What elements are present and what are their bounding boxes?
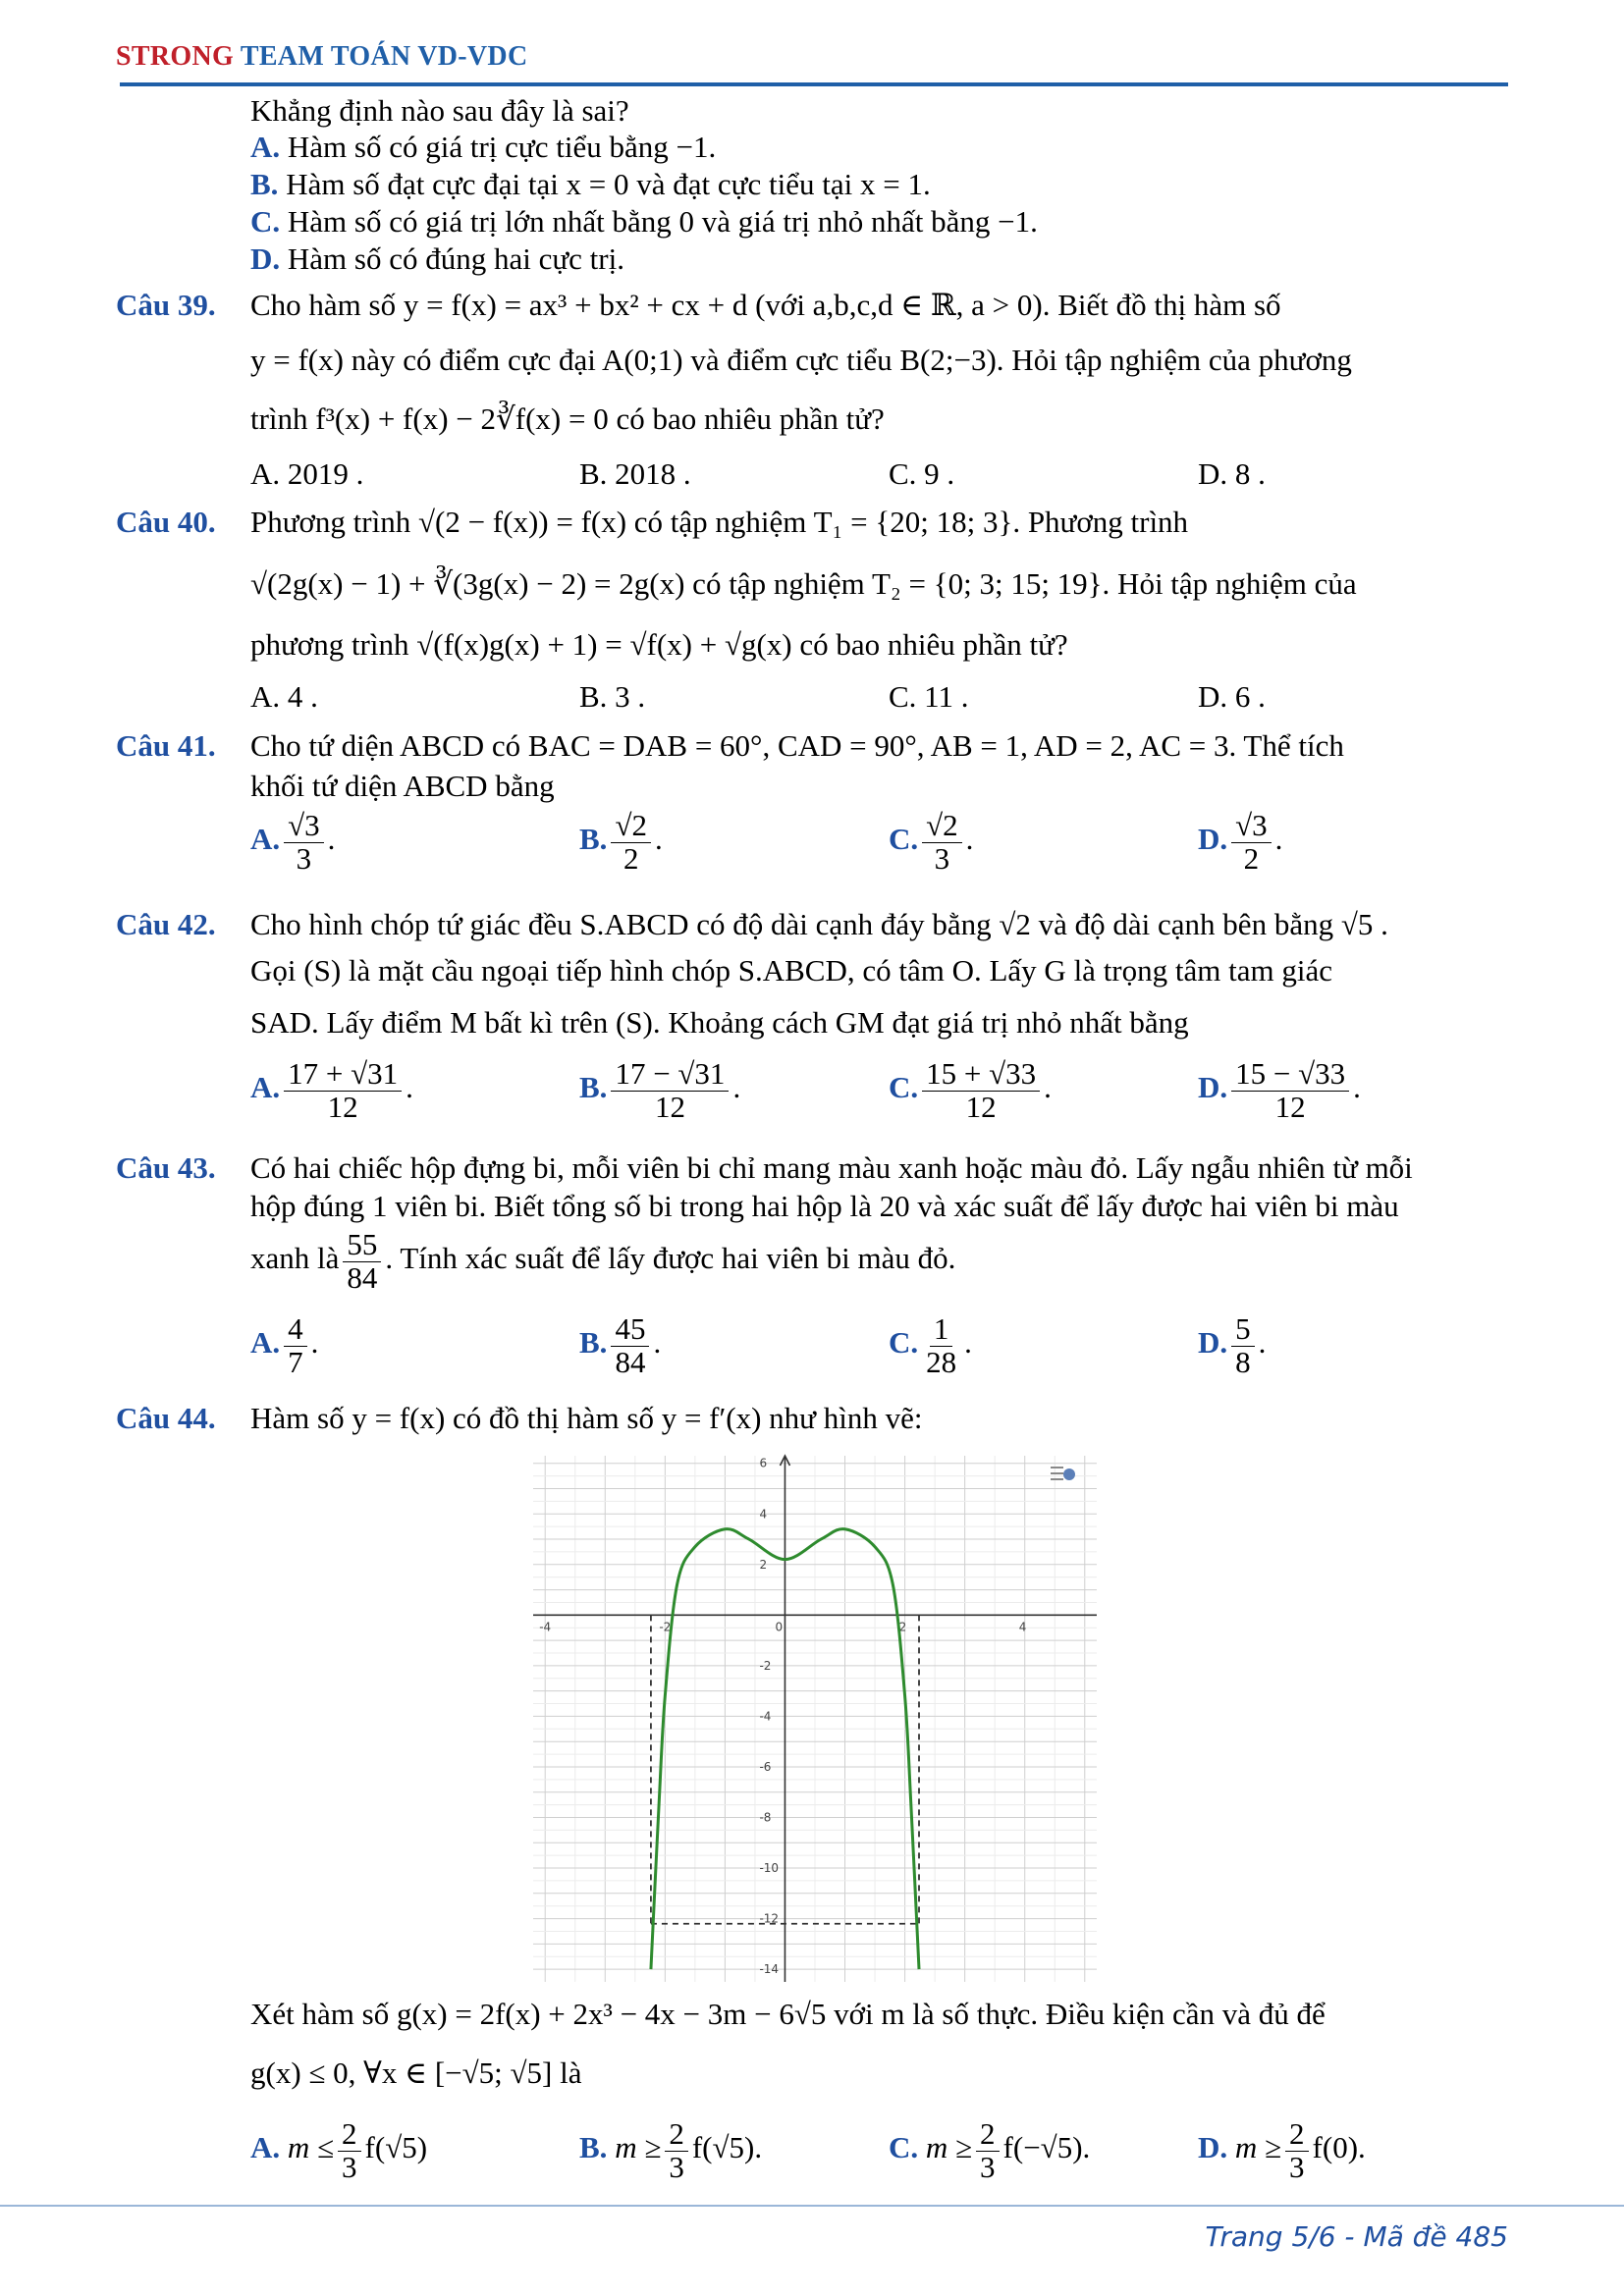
q42-line3: SAD. Lấy điểm M bất kì trên (S). Khoảng cách GM đạt giá trị nhỏ nhất bằng: [250, 1005, 1189, 1040]
x-tick-label: -2: [659, 1620, 672, 1634]
q43-option-d: D. $\frac{5}{8}$ .: [1198, 1311, 1267, 1379]
text: f(−√5).: [1002, 2130, 1091, 2165]
q44-line2: Xét hàm số g(x) = 2f(x) + 2x³ − 4x − 3m − 6√5 với m là số thực. Điều kiện cần và đủ để: [250, 1997, 1326, 2031]
denominator: 12: [965, 1089, 997, 1124]
y-tick-label: 6: [759, 1456, 768, 1470]
numerator: 2: [1285, 2118, 1309, 2152]
option-label: A.: [250, 2130, 281, 2165]
numerator: 2: [338, 2118, 361, 2152]
y-tick-label: -14: [759, 1962, 780, 1977]
fraction: [338, 2118, 361, 2183]
q41-line2: khối tứ diện ABCD bằng: [250, 769, 555, 803]
x-tick-label: 2: [898, 1620, 907, 1634]
q39-option-a: A. 2019 .: [250, 456, 364, 491]
numerator: 17 − √31: [611, 1058, 729, 1092]
q44-option-d: [1198, 2118, 1366, 2183]
q38-option-c: [250, 205, 1038, 239]
option-text: Hàm số đạt cực đại tại x = 0 và đạt cực tiểu tại x = 1.: [286, 167, 931, 201]
option-label: C.: [889, 1325, 919, 1361]
q42-line1: Cho hình chóp tứ giác đều S.ABCD có độ dài cạnh đáy bằng √2 và độ dài cạnh bên bằng √5 .: [250, 907, 1388, 941]
fraction: [611, 1313, 649, 1378]
denominator: 2: [623, 840, 639, 876]
q44-option-c: [889, 2118, 1090, 2183]
option-label: D.: [250, 241, 281, 276]
denominator: 3: [296, 840, 312, 876]
denominator: 3: [980, 2149, 996, 2184]
fraction: [976, 2118, 1000, 2183]
option-label: C.: [889, 1070, 919, 1105]
numerator: √3: [284, 810, 324, 843]
q44-option-b: [579, 2118, 762, 2183]
option-text: Hàm số có giá trị lớn nhất bằng 0 và giá trị nhỏ nhất bằng −1.: [287, 204, 1038, 239]
q43-option-a: A. $\frac{4}{7}$ .: [250, 1311, 319, 1379]
fraction: [611, 1058, 729, 1123]
q42-option-b: B. $\frac{17 - √31}{12}$ .: [579, 1056, 741, 1124]
q44-option-a: [250, 2118, 427, 2183]
numerator: √3: [1231, 810, 1272, 843]
numerator: 4: [284, 1313, 307, 1347]
y-tick-label: 4: [759, 1507, 768, 1522]
header-part2: TEAM TOÁN VD-VDC: [240, 41, 528, 72]
fraction: [611, 810, 651, 875]
fraction: [922, 810, 962, 875]
text: . Tính xác suất để lấy được hai viên bi màu đỏ.: [385, 1241, 956, 1276]
graph-menu-icon: [1051, 1468, 1075, 1480]
x-tick-label: -4: [539, 1620, 552, 1634]
denominator: 2: [1243, 840, 1260, 876]
q42-option-c: C. $\frac{15 + √33}{12}$ .: [889, 1056, 1052, 1124]
option-label: D.: [1198, 1325, 1228, 1361]
q38-option-d: [250, 242, 624, 276]
footer-divider: [0, 2205, 1624, 2207]
denominator: 7: [288, 1344, 303, 1379]
q41-option-a: A. $\frac{√3}{3}$ .: [250, 808, 336, 876]
denominator: 3: [669, 2149, 684, 2184]
option-label: C.: [250, 204, 281, 239]
q41-option-c: C. $\frac{√2}{3}$ .: [889, 808, 974, 876]
q39-option-c: C. 9 .: [889, 456, 955, 491]
option-label: A.: [250, 1070, 281, 1105]
q42-label: Câu 42.: [116, 907, 216, 941]
text: f(0).: [1312, 2130, 1366, 2165]
q40-option-b: B. 3 .: [579, 679, 646, 714]
denominator: 8: [1235, 1344, 1251, 1379]
header-divider: [120, 82, 1508, 86]
header-part1: STRONG: [116, 41, 235, 72]
q43-option-c: C. $\frac{1}{28}$ .: [889, 1311, 972, 1379]
numerator: 15 − √33: [1231, 1058, 1349, 1092]
option-label: D.: [1198, 1070, 1228, 1105]
denominator: 84: [615, 1344, 646, 1379]
q38-prompt: Khẳng định nào sau đây là sai?: [250, 93, 629, 128]
fraction: [284, 1058, 402, 1123]
option-label: A.: [250, 130, 281, 164]
text: m ≥: [925, 2130, 973, 2165]
q38-option-a: [250, 131, 716, 164]
q43-label: Câu 43.: [116, 1150, 216, 1185]
q41-option-b: B. $\frac{√2}{2}$ .: [579, 808, 663, 876]
fraction: [1231, 810, 1272, 875]
fraction: [922, 1058, 1040, 1123]
fraction: [922, 1313, 960, 1378]
option-label: B.: [579, 2130, 608, 2165]
q41-label: Câu 41.: [116, 728, 216, 763]
numerator: 45: [611, 1313, 649, 1347]
numerator: 15 + √33: [922, 1058, 1040, 1092]
q43-line2: hộp đúng 1 viên bi. Biết tổng số bi trong hai hộp là 20 và xác suất để lấy được hai viên bi màu: [250, 1189, 1399, 1223]
fraction: [284, 1313, 307, 1378]
y-tick-label: -4: [759, 1709, 772, 1724]
numerator: √2: [611, 810, 651, 843]
q42-line2: Gọi (S) là mặt cầu ngoại tiếp hình chóp S.ABCD, có tâm O. Lấy G là trọng tâm tam giác: [250, 953, 1332, 988]
text: m ≥: [615, 2130, 662, 2165]
q40-option-d: D. 6 .: [1198, 679, 1266, 714]
y-tick-label: -10: [759, 1861, 780, 1876]
option-text: Hàm số có giá trị cực tiểu bằng −1.: [287, 130, 717, 164]
option-label: C.: [889, 822, 919, 857]
q41-option-d: D. $\frac{√3}{2}$ .: [1198, 808, 1283, 876]
denominator: 12: [1274, 1089, 1306, 1124]
option-label: D.: [1198, 822, 1228, 857]
q44-label: Câu 44.: [116, 1401, 216, 1435]
fraction: [1231, 1058, 1349, 1123]
numerator: √2: [922, 810, 962, 843]
text: m ≤: [287, 2130, 335, 2165]
q43-line1: Có hai chiếc hộp đựng bi, mỗi viên bi chỉ mang màu xanh hoặc màu đỏ. Lấy ngẫu nhiên từ mỗi: [250, 1150, 1413, 1185]
q40-line2: √(2g(x) − 1) + ∛(3g(x) − 2) = 2g(x) có tập nghiệm T₂ = {0; 3; 15; 19}. Hỏi tập nghiệm của: [250, 566, 1357, 601]
fraction: [1231, 1313, 1255, 1378]
q39-option-b: B. 2018 .: [579, 456, 691, 491]
numerator: 5: [1231, 1313, 1255, 1347]
denominator: 3: [934, 840, 950, 876]
numerator: 1: [930, 1313, 953, 1347]
option-label: A.: [250, 822, 281, 857]
q39-label: Câu 39.: [116, 288, 216, 322]
fraction: [284, 810, 324, 875]
option-label: B.: [579, 822, 608, 857]
y-tick-label: 2: [759, 1557, 768, 1572]
q42-option-a: A. $\frac{17 + √31}{12}$ .: [250, 1056, 413, 1124]
q40-line1: Phương trình √(2 − f(x)) = f(x) có tập nghiệm T₁ = {20; 18; 3}. Phương trình: [250, 505, 1189, 539]
q39-line3: trình f³(x) + f(x) − 2∛f(x) = 0 có bao nhiêu phần tử?: [250, 401, 885, 436]
q40-line3: phương trình √(f(x)g(x) + 1) = √f(x) + √g(x) có bao nhiêu phần tử?: [250, 627, 1068, 662]
y-tick-label: -2: [759, 1658, 772, 1673]
y-tick-label: -12: [759, 1911, 780, 1926]
q44-line1: Hàm số y = f(x) có đồ thị hàm số y = f′(x) như hình vẽ:: [250, 1401, 923, 1435]
fraction: [1285, 2118, 1309, 2183]
text: xanh là: [250, 1241, 340, 1276]
numerator: 17 + √31: [284, 1058, 402, 1092]
text: f(√5): [364, 2130, 428, 2165]
q41-line1: Cho tứ diện ABCD có BAC = DAB = 60°, CAD = 90°, AB = 1, AD = 2, AC = 3. Thể tích: [250, 728, 1344, 763]
denominator: 12: [654, 1089, 685, 1124]
denominator: 28: [926, 1344, 957, 1379]
q43-option-b: B. $\frac{45}{84}$ .: [579, 1311, 662, 1379]
y-tick-label: -6: [759, 1759, 772, 1774]
q42-option-d: D. $\frac{15 - √33}{12}$ .: [1198, 1056, 1361, 1124]
option-label: C.: [889, 2130, 919, 2165]
denominator: 3: [1289, 2149, 1305, 2184]
option-text: Hàm số có đúng hai cực trị.: [287, 241, 624, 276]
numerator: 2: [976, 2118, 1000, 2152]
option-label: B.: [579, 1070, 608, 1105]
derivative-graph: [525, 1448, 1105, 1990]
fraction: [343, 1229, 381, 1294]
denominator: 3: [342, 2149, 357, 2184]
option-label: A.: [250, 1325, 281, 1361]
q40-option-c: C. 11 .: [889, 679, 969, 714]
fraction: [665, 2118, 688, 2183]
y-tick-label: -8: [759, 1810, 772, 1825]
page-header: [116, 41, 527, 73]
text: f(√5).: [691, 2130, 763, 2165]
q40-option-a: A. 4 .: [250, 679, 318, 714]
menu-dot: [1063, 1468, 1075, 1480]
q38-option-b: [250, 168, 931, 201]
q40-label: Câu 40.: [116, 505, 216, 539]
x-tick-label: 4: [1018, 1620, 1027, 1634]
denominator: 12: [327, 1089, 358, 1124]
option-label: B.: [250, 167, 279, 201]
option-label: D.: [1198, 2130, 1228, 2165]
q44-line3: g(x) ≤ 0, ∀x ∈ [−√5; √5] là: [250, 2056, 582, 2090]
numerator: 55: [343, 1229, 381, 1262]
q39-option-d: D. 8 .: [1198, 456, 1266, 491]
x-tick-label: 0: [775, 1620, 784, 1634]
text: m ≥: [1234, 2130, 1282, 2165]
page-footer: Trang 5/6 - Mã đề 485: [1205, 2220, 1508, 2253]
q39-line1: Cho hàm số y = f(x) = ax³ + bx² + cx + d (với a,b,c,d ∈ ℝ, a > 0). Biết đồ thị hàm số: [250, 288, 1281, 322]
numerator: 2: [665, 2118, 688, 2152]
q43-line3: [250, 1229, 955, 1294]
q39-line2: y = f(x) này có điểm cực đại A(0;1) và điểm cực tiểu B(2;−3). Hỏi tập nghiệm của phương: [250, 343, 1352, 377]
denominator: 84: [347, 1259, 378, 1295]
option-label: B.: [579, 1325, 608, 1361]
